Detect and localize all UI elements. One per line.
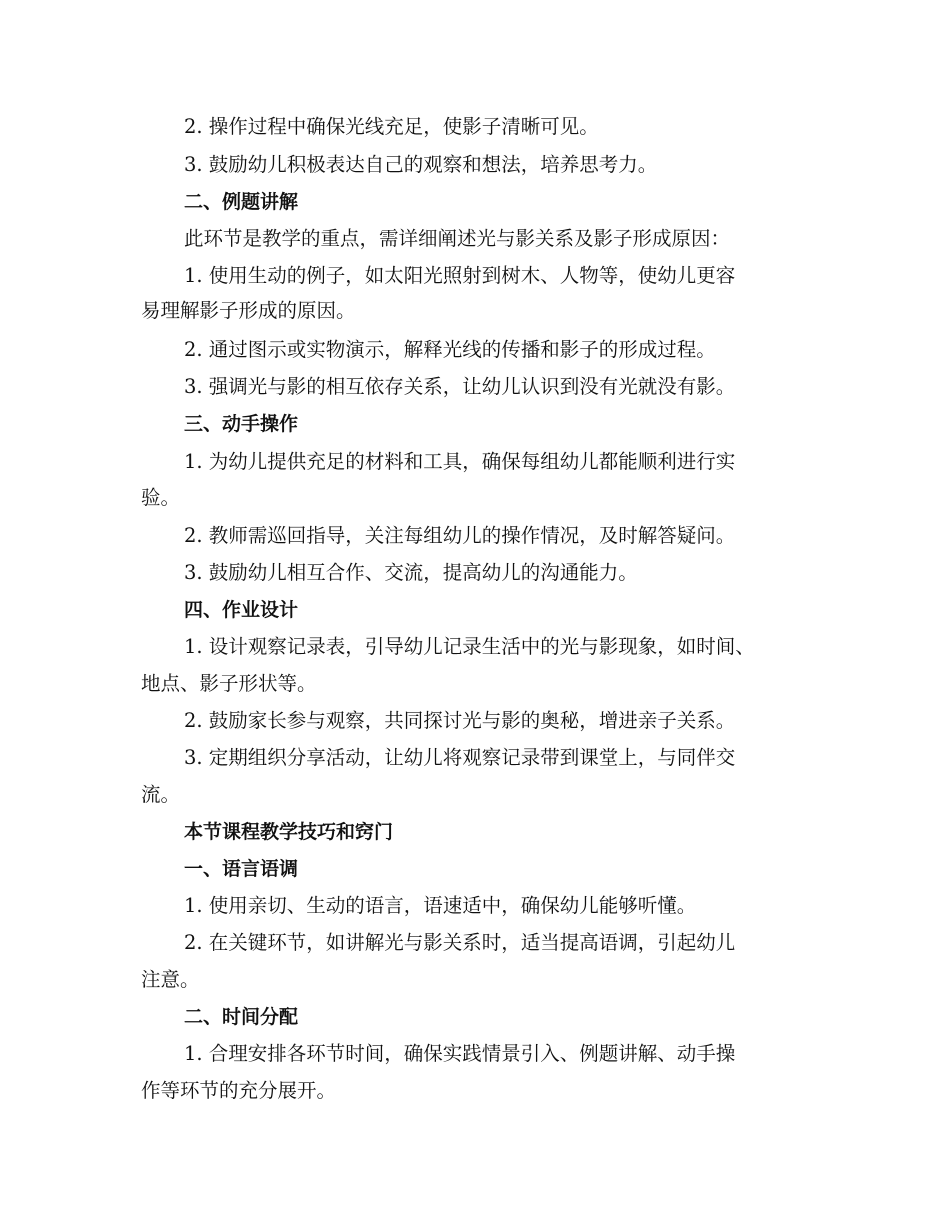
list-item-continuation: 注意。 (141, 968, 200, 991)
list-item: 2. 操作过程中确保光线充足，使影子清晰可见。 (184, 115, 599, 138)
list-item: 1. 合理安排各环节时间，确保实践情景引入、例题讲解、动手操 (184, 1042, 736, 1065)
list-item: 2. 教师需巡回指导，关注每组幼儿的操作情况，及时解答疑问。 (184, 524, 736, 547)
list-item: 1. 使用亲切、生动的语言，语速适中，确保幼儿能够听懂。 (184, 894, 697, 917)
list-item-continuation: 流。 (141, 783, 181, 806)
list-item: 1. 使用生动的例子，如太阳光照射到树木、人物等，使幼儿更容 (184, 264, 736, 287)
section-heading: 四、作业设计 (184, 599, 299, 621)
section-heading: 二、时间分配 (184, 1006, 299, 1028)
list-item-continuation: 作等环节的充分展开。 (141, 1079, 337, 1102)
list-item: 3. 鼓励幼儿相互合作、交流，提高幼儿的沟通能力。 (184, 561, 638, 584)
list-item: 3. 强调光与影的相互依存关系，让幼儿认识到没有光就没有影。 (184, 375, 736, 398)
list-item: 2. 鼓励家长参与观察，共同探讨光与影的奥秘，增进亲子关系。 (184, 709, 736, 732)
list-item: 2. 通过图示或实物演示，解释光线的传播和影子的形成过程。 (184, 338, 716, 361)
list-item: 2. 在关键环节，如讲解光与影关系时，适当提高语调，引起幼儿 (184, 931, 736, 954)
list-item-continuation: 地点、影子形状等。 (141, 672, 317, 695)
list-item: 1. 设计观察记录表，引导幼儿记录生活中的光与影现象，如时间、 (184, 635, 755, 658)
paragraph: 此环节是教学的重点，需详细阐述光与影关系及影子形成原因： (184, 227, 731, 250)
list-item: 1. 为幼儿提供充足的材料和工具，确保每组幼儿都能顺利进行实 (184, 450, 736, 473)
list-item-continuation: 验。 (141, 486, 181, 509)
section-heading: 二、例题讲解 (184, 191, 299, 213)
section-heading: 一、语言语调 (184, 858, 299, 880)
list-item-continuation: 易理解影子形成的原因。 (141, 299, 356, 322)
tips-title: 本节课程教学技巧和窍门 (184, 821, 394, 843)
section-heading: 三、动手操作 (184, 413, 299, 435)
list-item: 3. 定期组织分享活动，让幼儿将观察记录带到课堂上，与同伴交 (184, 746, 736, 769)
list-item: 3. 鼓励幼儿积极表达自己的观察和想法，培养思考力。 (184, 153, 658, 176)
